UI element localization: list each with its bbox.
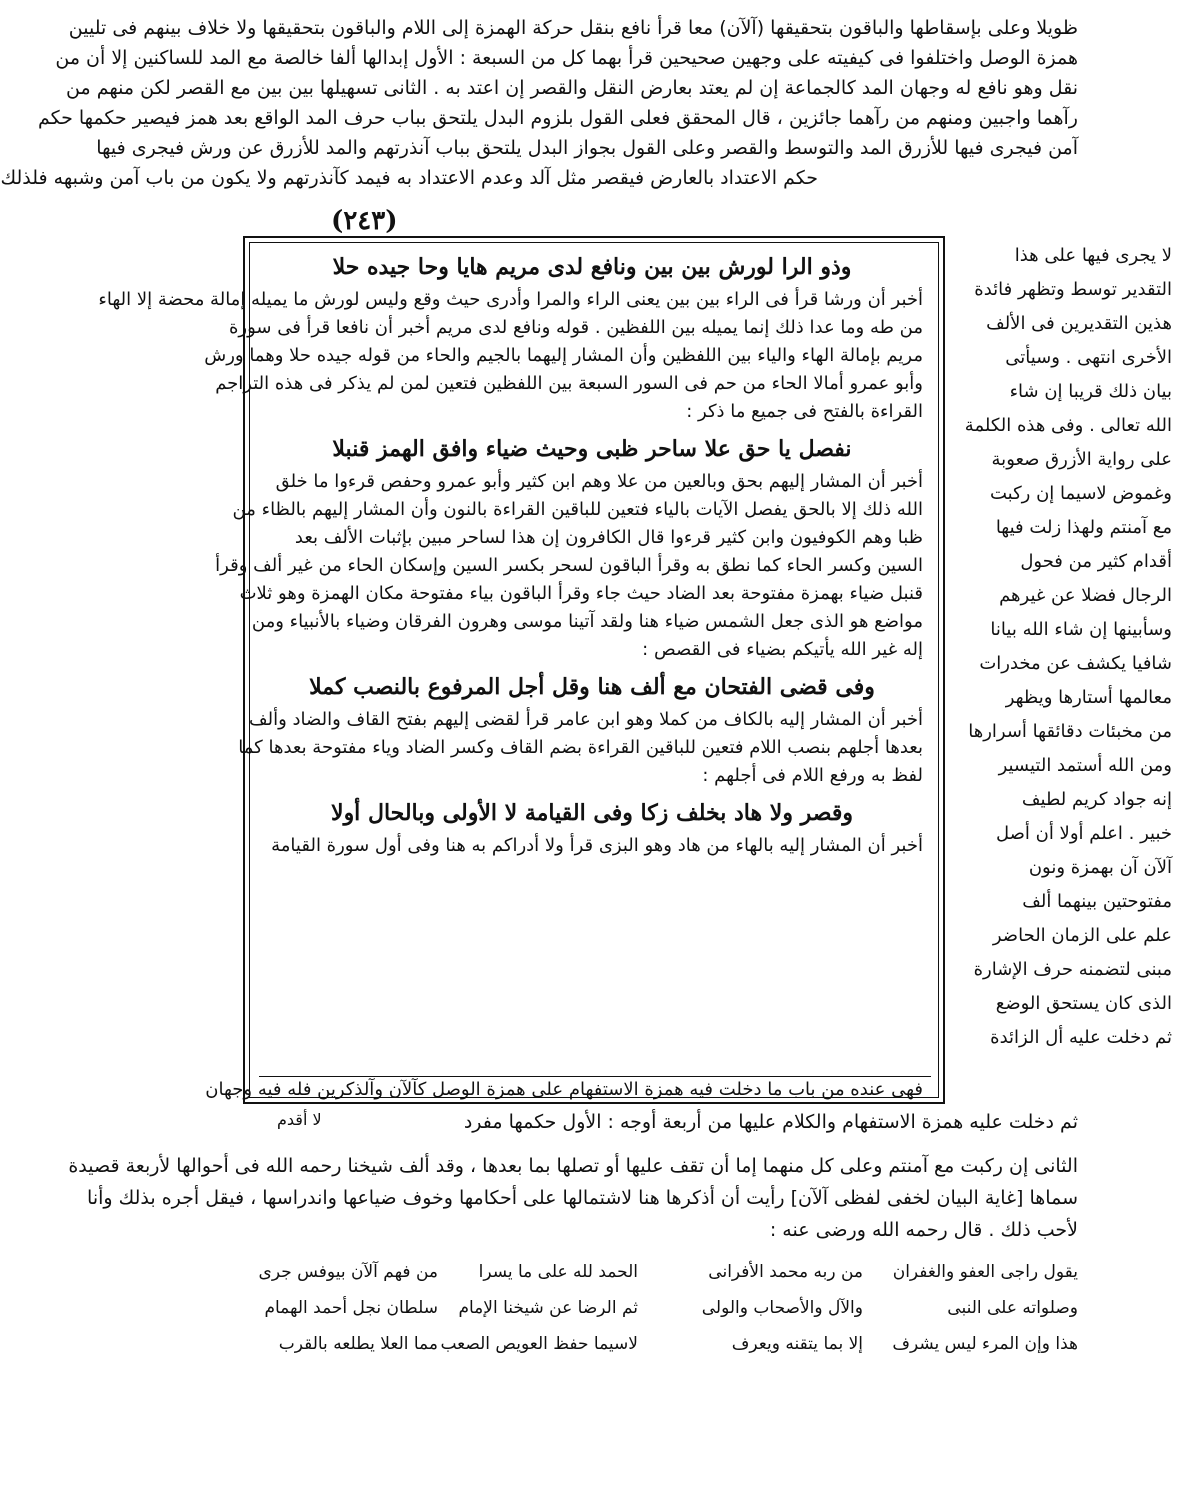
poem-row — [258, 1262, 1078, 1292]
poem-hemistich: لاسيما حفظ العويص الصعب — [440, 1334, 638, 1354]
poem-row — [258, 1334, 1078, 1364]
text-line: مواضع هو الذى جعل الشمس ضياء هنا ولقد آتينا موسى وهرون الفرقان وضياء بالأنبياء ومن — [251, 611, 923, 632]
side-line: مبنى لتضمنه حرف الإشارة — [973, 959, 1172, 980]
text-line: وأبو عمرو أمالا الحاء من حم فى السور السبعة بين اللفظين فتعين لمن لم يذكر فى هذه التراجم — [215, 373, 923, 394]
poem-hemistich: ثم الرضا عن شيخنا الإمام — [458, 1298, 638, 1318]
text-line: القراءة بالفتح فى جميع ما ذكر : — [686, 401, 923, 422]
bottom-line: سماها [غاية البيان لخفى لفظى آلآن] رأيت أن أذكرها هنا لاشتمالها على أحكامها وخوف ضياعها واندراسها ، فيقل أجره بذلك وأنا — [87, 1187, 1078, 1209]
side-line: شافيا يكشف عن مخدرات — [979, 653, 1172, 674]
side-line: لا يجرى فيها على هذا — [1014, 245, 1172, 266]
text-line: أخبر أن المشار إليه بالهاء من هاد وهو البزى قرأ ولا أدراكم به هنا وفى أول سورة القيامة — [271, 835, 923, 856]
poem-hemistich: من فهم آلآن بيوفس جرى — [258, 1262, 438, 1282]
text-line: أخبر أن ورشا قرأ فى الراء بين بين يعنى الراء والمرا وأدرى حيث وقع وليس لورش ما يميله إمالة محضة إلا الهاء — [98, 289, 923, 310]
side-line: معالمها أستارها ويظهر — [1005, 687, 1172, 708]
bottom-line: لأحب ذلك . قال رحمه الله ورضى عنه : — [769, 1219, 1078, 1241]
poem-hemistich: مما العلا يطلعه بالقرب — [278, 1334, 438, 1354]
footnote-rule — [259, 1076, 931, 1077]
side-line: ومن الله أستمد التيسير — [998, 755, 1172, 776]
bottom-line: الثانى إن ركبت مع آمنتم وعلى كل منهما إما أن تقف عليها أو تصلها بما بعدها ، وقد ألف شيخنا رحمه الله فى أحوالها لأربعة قصيدة — [68, 1155, 1078, 1177]
top-line: ظويلا وعلى بإسقاطها والباقون بتحقيقها (آلآن) معا قرأ نافع بنقل حركة الهمزة إلى اللام والباقون بتحقيقها ولا خلاف بينهم فى تليين — [68, 17, 1078, 39]
text-line: ظبا وهم الكوفيون وابن كثير قرءوا قال الكافرون إن هذا لساحر مبين بإثبات الألف بعد — [294, 527, 923, 548]
side-line: خبير . اعلم أولا أن أصل — [995, 823, 1172, 844]
text-line: إله غير الله يأتيكم بضياء فى القصص : — [642, 639, 923, 660]
text-line: قنبل ضياء بهمزة مفتوحة بعد الضاد حيث جاء وقرأ الباقون بياء مفتوحة مكان الهمزة وهو ثلاث — [239, 583, 923, 604]
side-line: آلآن آن بهمزة ونون — [1028, 857, 1172, 878]
top-line: نقل وهو نافع له وجهان المد كالجماعة إن لم يعتد بعارض النقل والقصر إن اعتد به . الثانى تسهيلها بين بين مع القصر لكن منهم من — [66, 77, 1078, 99]
poem-hemistich: سلطان نجل أحمد الهمام — [264, 1298, 438, 1318]
footnote-line: فهى عنده من باب ما دخلت فيه همزة الاستفهام على همزة الوصل كآلآن وآلذكرين فله فيه وجهان — [205, 1079, 923, 1100]
text-line: بعدها أجلهم بنصب اللام فتعين للباقين القراءة بضم القاف وكسر الضاد وياء مفتوحة بعدها كما — [238, 737, 923, 758]
text-line: السين وكسر الحاء كما نطق به وقرأ الباقون لسحر بكسر السين وإسكان الحاء من غير ألف وقرأ — [215, 555, 923, 576]
text-line: لفظ به ورفع اللام فى أجلهم : — [702, 765, 923, 786]
side-line: التقدير توسط وتظهر فائدة — [974, 279, 1172, 300]
verse-line: وقصر ولا هاد بخلف زكا وفى القيامة لا الأولى وبالحال أولا — [331, 800, 853, 826]
side-line: مع آمنتم ولهذا زلت فيها — [995, 517, 1172, 538]
side-line: ثم دخلت عليه أل الزائدة — [990, 1027, 1172, 1048]
text-line: الله ذلك إلا بالحق يفصل الآيات بالياء فتعين للباقين القراءة بالنون وأن المشار إليهم بالظاء من — [232, 499, 923, 520]
poem-hemistich: والآل والأصحاب والولى — [701, 1298, 863, 1318]
verse-line: وفى قضى الفتحان مع ألف هنا وقل أجل المرفوع بالنصب كملا — [309, 674, 875, 700]
poem-hemistich: من ربه محمد الأفرانى — [708, 1262, 863, 1282]
top-line: حكم الاعتداد بالعارض فيقصر مثل آلد وعدم الاعتداد به فيمد كآنذرتهم ولا يكون من باب آمن وشبهه فلذلك — [0, 167, 818, 189]
poem-hemistich: يقول راجى العفو والغفران — [892, 1262, 1078, 1282]
bottom-line: ثم دخلت عليه همزة الاستفهام والكلام عليها من أربعة أوجه : الأول حكمها مفرد — [463, 1111, 1078, 1133]
text-line: أخبر أن المشار إليهم بحق وبالعين من علا وهم ابن كثير وأبو عمرو وحفص قرءوا ما خلق — [275, 471, 923, 492]
side-line: الأخرى انتهى . وسيأتى — [1005, 347, 1172, 368]
page-number: (٢٤٣) — [331, 206, 398, 236]
side-line: إنه جواد كريم لطيف — [1021, 789, 1172, 810]
side-line: مفتوحتين بينهما ألف — [1022, 891, 1172, 912]
top-line: رآهما واجبين ومنهم من رآهما جائزين ، قال المحقق فعلى القول بلزوم البدل يلتحق بباب حرف المد الواقع بعد همز فيصير حكمها حكم — [37, 107, 1078, 129]
top-line: آمن فيجرى فيها للأزرق المد والتوسط والقصر وعلى القول بجواز البدل يلتحق بباب آنذرتهم والمد للأزرق عن ورش فيجرى فيها — [96, 137, 1078, 159]
main-text-frame — [98, 236, 945, 1104]
verse-line: نفصل يا حق علا ساحر ظبى وحيث ضياء وافق الهمز قنبلا — [332, 436, 852, 462]
side-line: من مخبئات دقائقها أسرارها — [968, 721, 1172, 742]
side-line: علم على الزمان الحاضر — [992, 925, 1172, 946]
text-line: مريم بإمالة الهاء والياء بين اللفظين وأن المشار إليهما بالجيم والحاء من قوله جيده حلا وهما ورش — [204, 345, 923, 366]
poem-row — [258, 1298, 1078, 1328]
top-line: همزة الوصل واختلفوا فى كيفيته على وجهين صحيحين قرأ بهما كل من السبعة : الأول إبدالها ألفا خالصة مع المد للساكنين إلا أن من — [55, 47, 1078, 69]
side-line: على رواية الأزرق صعوبة — [991, 449, 1172, 470]
side-line: الله تعالى . وفى هذه الكلمة — [964, 415, 1172, 436]
text-line: من طه وما عدا ذلك إنما يميله بين اللفظين . قوله ونافع لدى مريم أخبر أن نافعا قرأ فى سورة — [228, 317, 923, 338]
poem-hemistich: هذا وإن المرء ليس يشرف — [892, 1334, 1078, 1354]
side-line: أقدام كثير من فحول — [1020, 551, 1172, 572]
verse-line: وذو الرا لورش بين بين ونافع لدى مريم هايا وحا جيده حلا — [332, 254, 852, 280]
poem-hemistich: وصلواته على النبى — [947, 1298, 1078, 1318]
bottom-note: لا أقدم — [277, 1110, 322, 1129]
side-line: بيان ذلك قريبا إن شاء — [1009, 381, 1172, 402]
text-line: أخبر أن المشار إليه بالكاف من كملا وهو ابن عامر قرأ لقضى إليهم بفتح القاف والضاد وألف — [249, 709, 923, 730]
side-line: وسأبينها إن شاء الله بيانا — [990, 619, 1172, 640]
side-line: الذى كان يستحق الوضع — [995, 993, 1172, 1014]
side-line: الرجال فضلا عن غيرهم — [999, 585, 1172, 606]
poem-hemistich: الحمد لله على ما يسرا — [478, 1262, 638, 1282]
poem-hemistich: إلا بما يتقنه ويعرف — [731, 1334, 863, 1354]
side-line: وغموض لاسيما إن ركبت — [990, 483, 1172, 504]
side-line: هذين التقديرين فى الألف — [986, 313, 1172, 334]
